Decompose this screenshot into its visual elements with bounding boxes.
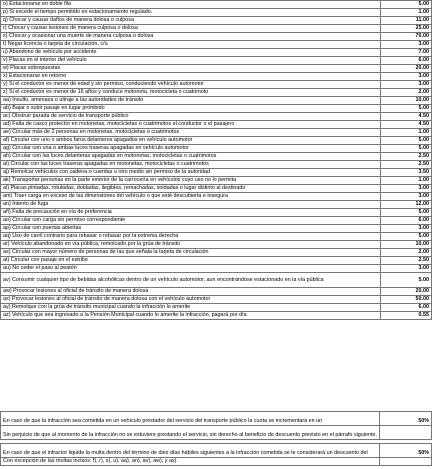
fine-amount: 7.00 (380, 49, 431, 57)
fine-row (1, 145, 432, 153)
fine-description: ae) Circular más de 2 personas en motonetas, motocicletas o cuatrimotos (1, 129, 381, 137)
fine-description: ag) Circular con una o ambas luces traseras apagadas en vehículo automotor (1, 145, 381, 153)
fine-row (1, 177, 432, 185)
fine-row (1, 312, 432, 320)
fine-description: ac) Obstruir parada de servicio de transporte público (1, 113, 381, 121)
fine-row (1, 265, 432, 273)
fine-amount: 6.00 (380, 57, 431, 65)
note-value (380, 458, 432, 466)
fine-amount: 5.00 (380, 273, 431, 288)
fine-row (1, 105, 432, 113)
fine-row (1, 1, 432, 9)
fine-row (1, 241, 432, 249)
fine-row (1, 193, 432, 201)
note-row (1, 458, 432, 466)
fine-description: t) Negar licencia o tarjeta de circulación, c/u (1, 41, 381, 49)
fines-table-body (1, 1, 432, 320)
fine-description: az) Vehículo que sea ingresado a la Pensión Municipal cuando lo amerite la infracción, pagará por día (1, 312, 381, 320)
fine-row (1, 288, 432, 296)
fine-row (1, 73, 432, 81)
fine-description: aw) Provocar lesiones al oficial de tránsito de manera dolosa (1, 288, 381, 296)
fine-row (1, 81, 432, 89)
fine-amount: 6.00 (380, 217, 431, 225)
fine-description: y) Si el conductor es menor de edad y sin permiso, conduciendo vehículo automotor (1, 81, 381, 89)
fine-row (1, 121, 432, 129)
fine-description: av) Consumir cualquier tipo de bebidas alcohólicas dentro de un vehículo automotor, aun encontrándose estacionado en la vía pública (1, 273, 381, 288)
fine-amount: 1.00 (380, 177, 431, 185)
fine-amount: 25.00 (380, 25, 431, 33)
fine-row (1, 153, 432, 161)
fine-row (1, 201, 432, 209)
fine-amount: 3.00 (380, 265, 431, 273)
fine-description: ah) Circular con las luces delanteras apagadas en motonetas, motocicletas o cuatrimotos (1, 153, 381, 161)
fine-row (1, 217, 432, 225)
fine-row (1, 304, 432, 312)
fine-description: at) Circular con pasaje en el estribo (1, 257, 381, 265)
fine-row (1, 169, 432, 177)
fine-description: r) Chocar y causar lesiones de manera culposa o dolosa (1, 25, 381, 33)
fine-row (1, 33, 432, 41)
fine-amount: 12.00 (380, 201, 431, 209)
discount-note (0, 443, 432, 466)
fine-amount: 4.50 (380, 113, 431, 121)
fine-amount: 0.55 (380, 312, 431, 320)
fine-row (1, 209, 432, 217)
fine-row (1, 49, 432, 57)
fine-description: z) Si el conductor es menor de 16 años y conduce motoneta, motocicleta o cuatrimoto (1, 89, 381, 97)
fine-row (1, 113, 432, 121)
fine-amount: 5.00 (380, 137, 431, 145)
fine-description: ab) Bajar o subir pasaje en lugar prohibido (1, 105, 381, 113)
fine-description: ak) Transportar personas en la parte exterior de la carrocería en vehículos cuyo uso no lo permita (1, 177, 381, 185)
fine-row (1, 249, 432, 257)
fine-amount: 10.00 (380, 241, 431, 249)
note-text: En caso de que la infracción sea cometida en un vehículo prestador del servicio del transporte público la cuota se incrementará en un (1, 412, 380, 426)
fine-description: u) Abandono de vehículo por accidente (1, 49, 381, 57)
fine-amount: 5.00 (380, 233, 431, 241)
fine-description: au) No ceder el paso al peatón (1, 265, 381, 273)
fine-row (1, 41, 432, 49)
fine-amount: 50.00 (380, 296, 431, 304)
fine-amount: 20.00 (380, 65, 431, 73)
note-text: Con excepción de las multas incisos: f), r), s), u), aa), an), av), aw), y ax). (1, 458, 380, 466)
fine-amount: 2.00 (380, 89, 431, 97)
fine-amount: 2.00 (380, 249, 431, 257)
fine-description: aj) Remolcar vehículos con cadena o cuerdas u otro medio sin permiso de la autoridad (1, 169, 381, 177)
note-text: En caso de que el infractor liquide la multa dentro del término de diez días hábiles siguientes a la infracción cometida se le considerará un descuento del (1, 444, 380, 458)
fine-amount: 70.00 (380, 33, 431, 41)
fine-description: aq) Uso de carril contrario para rebasar o rebasar por la extrema derecha (1, 233, 381, 241)
fine-amount: 5.00 (380, 209, 431, 217)
fine-row (1, 137, 432, 145)
fine-description: al) Placas pintadas, rotuladas, dobladas, ilegibles, remachadas, soldadas o lugar distinto al destinado (1, 185, 381, 193)
fine-amount: 2.50 (380, 161, 431, 169)
fine-description: p) Si excede el tiempo permitido en estacionamiento regulado. (1, 9, 381, 17)
public-transport-note (0, 411, 432, 440)
fine-description: ai) Circular con las luces traseras apagadas en motonetas, motocicletas o cuatrimotos (1, 161, 381, 169)
fine-amount: 20.00 (380, 288, 431, 296)
fine-description: ay) Remolque con la grúa de tránsito municipal cuando la infracción lo amerite (1, 304, 381, 312)
fine-amount: 1.00 (380, 129, 431, 137)
fine-description: s) Chocar y ocasionar una muerte de manera culposa o dolosa (1, 33, 381, 41)
fine-amount: 2.50 (380, 153, 431, 161)
fine-row (1, 273, 432, 288)
fine-amount: 3.00 (380, 73, 431, 81)
fine-amount: 5.00 (380, 105, 431, 113)
note-text: Sin perjuicio de que al momento de la infracción no se estuviere prestando el servicio, sin derecho al beneficio de descuento previsto en el párrafo siguiente. (1, 426, 380, 440)
fine-row (1, 225, 432, 233)
note-value: 50% (380, 444, 432, 458)
fine-row (1, 233, 432, 241)
fine-description: o) Estacionarse en doble fila (1, 1, 381, 9)
note-row (1, 412, 432, 426)
fine-amount: 3.00 (380, 81, 431, 89)
fine-row (1, 89, 432, 97)
fine-amount: 1.00 (380, 9, 431, 17)
fine-row (1, 257, 432, 265)
fine-description: aa) Insulto, amenaza o ultraje a las autoridades de tránsito (1, 97, 381, 105)
fine-row (1, 9, 432, 17)
fine-description: ar) Vehículo abandonado en vía pública, remolcado por la grúa de tránsito (1, 241, 381, 249)
fine-description: w) Placas sobrepuestas (1, 65, 381, 73)
note-value: 50% (380, 412, 432, 426)
fine-row (1, 65, 432, 73)
fine-description: as) Circular con mayor número de personas de las que señala la tarjeta de circulación (1, 249, 381, 257)
fine-description: ax) Provocar lesiones al oficial de tránsito de manera dolosa con el vehículo automotor (1, 296, 381, 304)
fine-amount: 3.00 (380, 41, 431, 49)
fine-amount: 6.00 (380, 304, 431, 312)
fine-row (1, 185, 432, 193)
fine-amount: 3.50 (380, 169, 431, 177)
fine-description: am) Traer carga en exceso de las dimensiones del vehículo o que esté descubierta e insegura (1, 193, 381, 201)
fine-row (1, 129, 432, 137)
fine-amount: 3.00 (380, 225, 431, 233)
note-row (1, 444, 432, 458)
fine-amount: 5.00 (380, 1, 431, 9)
fine-amount: 2.50 (380, 257, 431, 265)
fine-row (1, 296, 432, 304)
fine-amount: 3.00 (380, 193, 431, 201)
fine-description: añ) Falta de precaución en vía de preferencia (1, 209, 381, 217)
fine-description: ap) Circular con puertas abiertas (1, 225, 381, 233)
fine-row (1, 97, 432, 105)
fine-description: an) Intento de fuga (1, 201, 381, 209)
fine-row (1, 17, 432, 25)
note-row (1, 426, 432, 440)
fine-description: q) Chocar y causar daños de manera dolosa o culposa (1, 17, 381, 25)
fine-description: v) Placas en el interior del vehículo (1, 57, 381, 65)
fine-amount: 4.50 (380, 121, 431, 129)
fine-row (1, 161, 432, 169)
fine-row (1, 25, 432, 33)
fine-amount: 11.00 (380, 17, 431, 25)
fine-amount: 10.00 (380, 97, 431, 105)
fine-description: ad) Falta de casco protector en motonetas, motocicletas o cuatrimotos el conductor o el pasajero (1, 121, 381, 129)
fine-description: x) Estacionarse en retorno (1, 73, 381, 81)
note-value (380, 426, 432, 440)
fine-description: ao) Circular con carga sin permiso correspondiente (1, 217, 381, 225)
fine-amount: 5.00 (380, 145, 431, 153)
fine-description: af) Circular con uno o ambos faros delanteros apagados en vehículo automotor (1, 137, 381, 145)
fine-row (1, 57, 432, 65)
fine-amount: 3.00 (380, 185, 431, 193)
